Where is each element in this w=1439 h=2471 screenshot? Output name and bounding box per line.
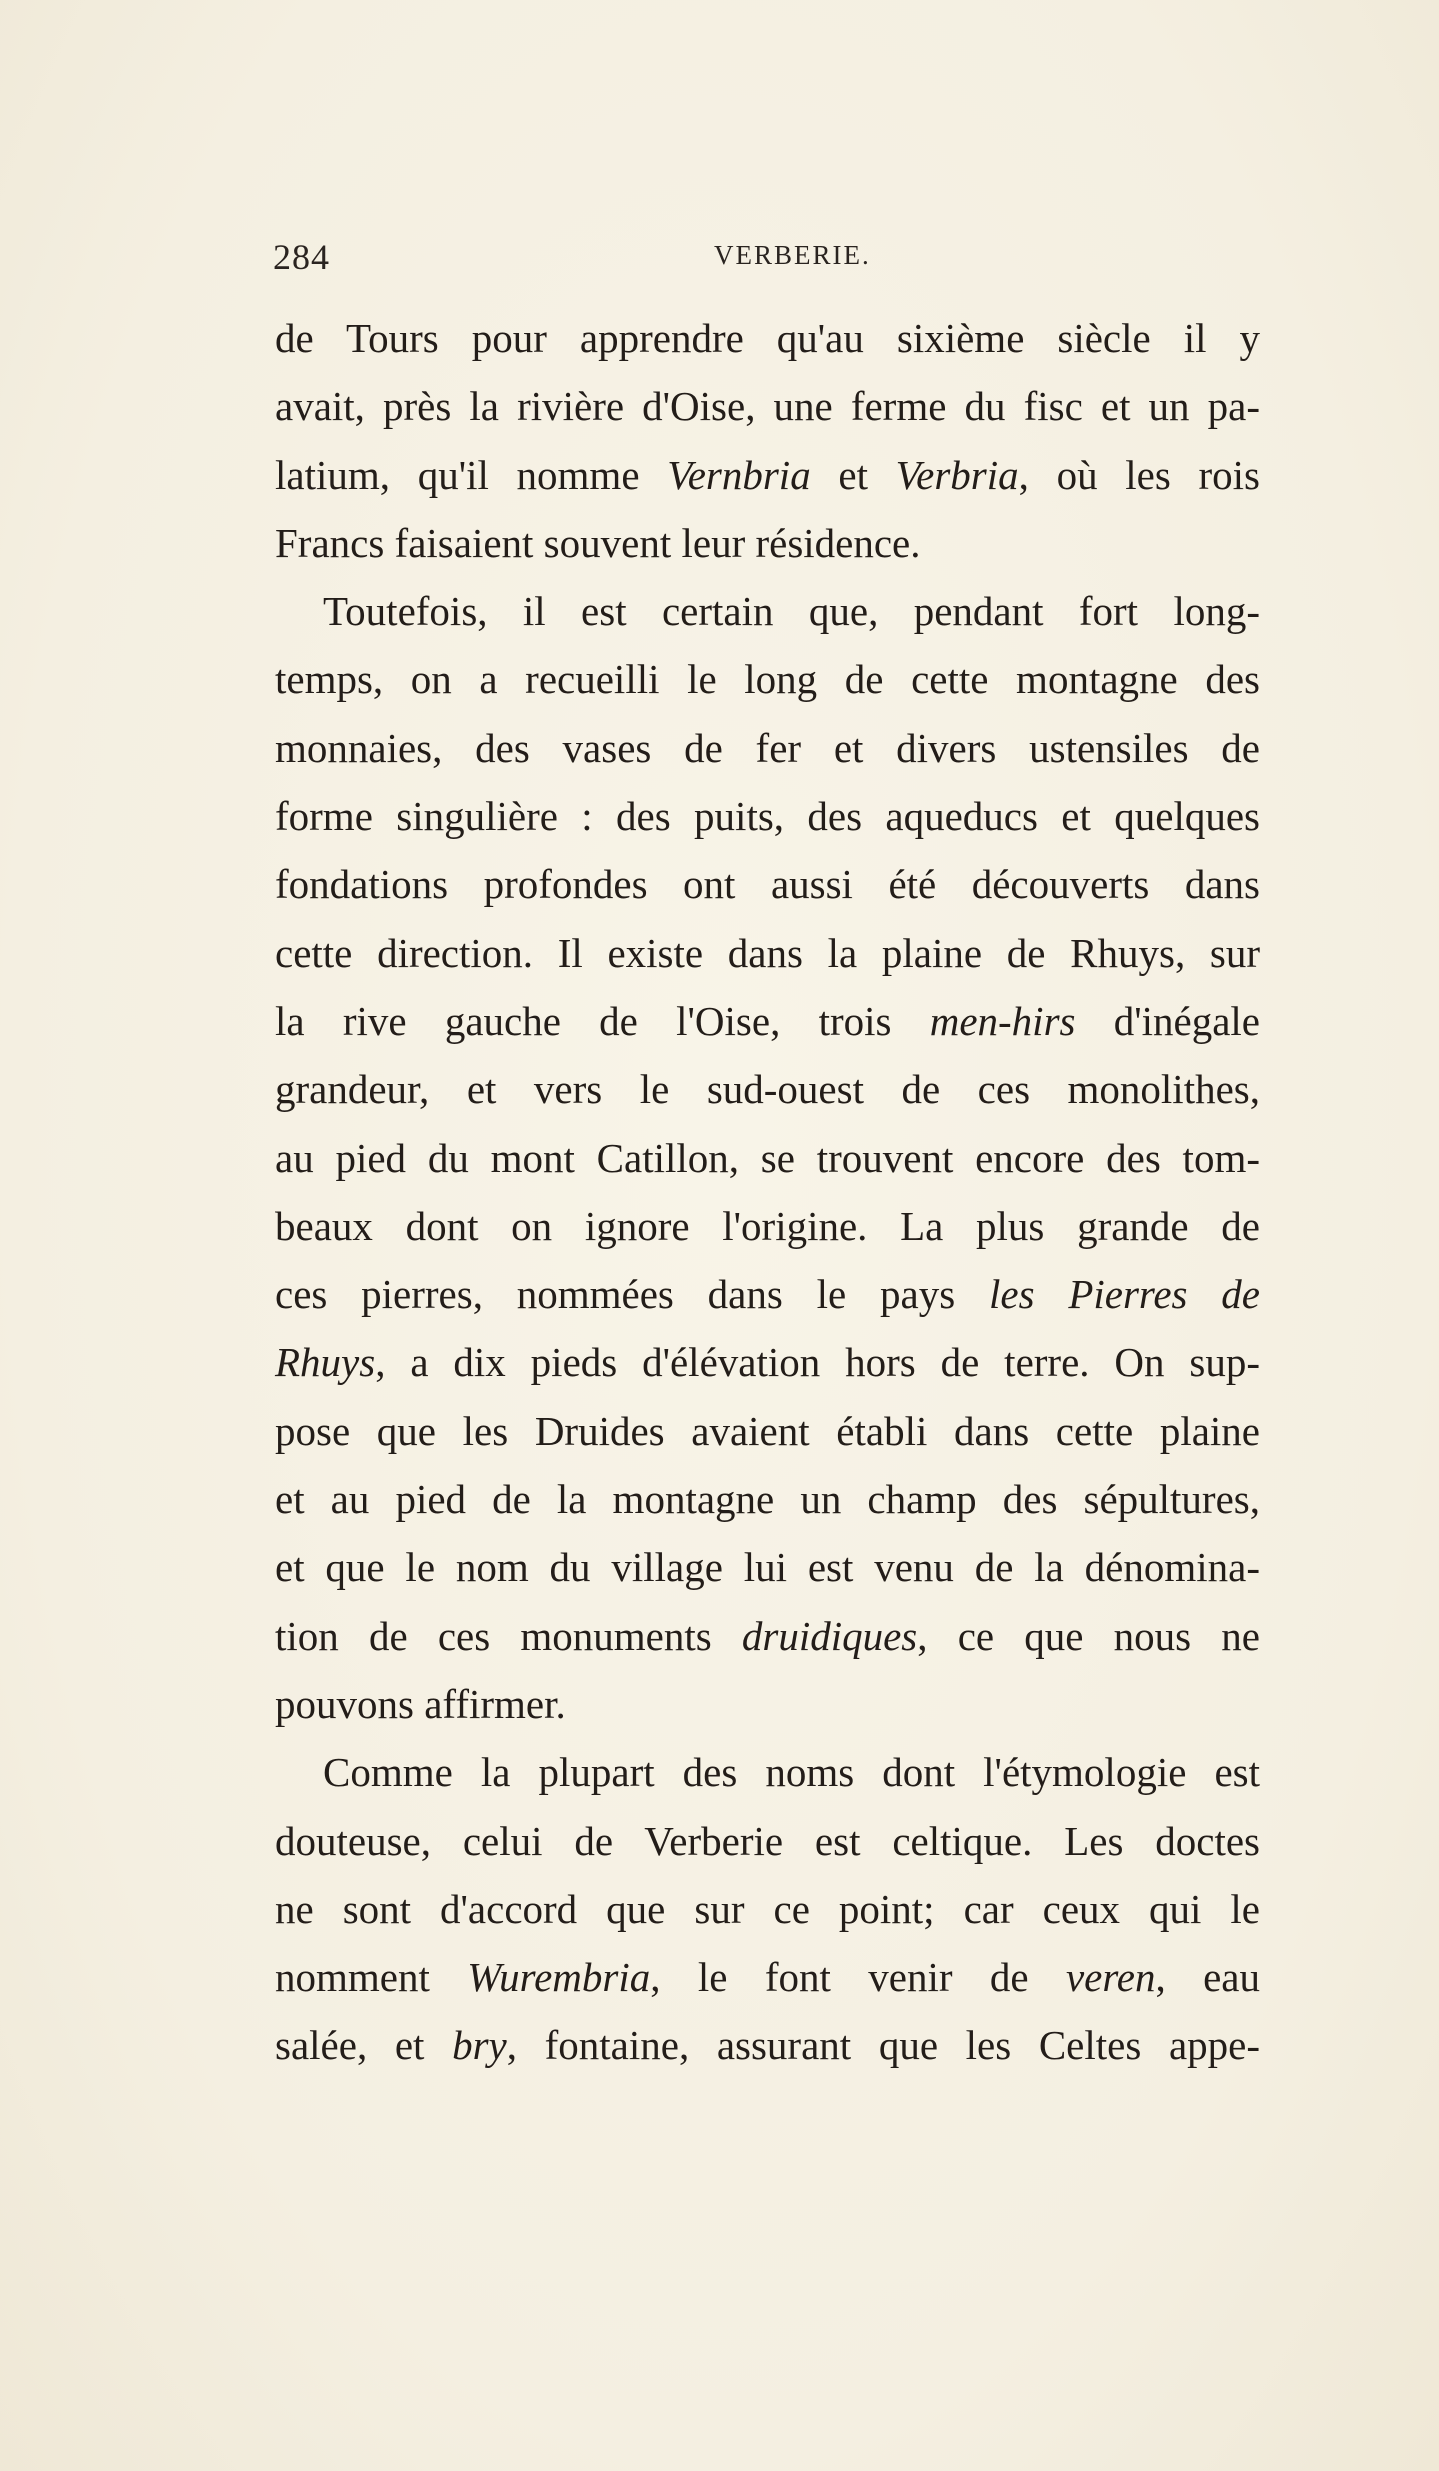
text-line: salée, et bry, fontaine, assurant que les Celtes appe- <box>275 2022 1261 2069</box>
text-line: avait, près la rivière d'Oise, une ferme du fisc et un pa- <box>275 383 1260 430</box>
running-head: VERBERIE. <box>714 240 871 270</box>
italic-term: bry <box>452 2022 507 2069</box>
text-line: pose que les Druides avaient établi dans cette plaine <box>275 1407 1260 1454</box>
italic-term: Rhuys <box>275 1339 376 1386</box>
text-line: tion de ces monuments druidiques, ce que nous ne <box>275 1612 1260 1659</box>
text-line: forme singulière : des puits, des aqueducs et quelques <box>275 793 1260 840</box>
page-number: 284 <box>273 237 330 277</box>
text-line: monnaies, des vases de fer et divers ustensiles de <box>275 724 1260 771</box>
text-line: beaux dont on ignore l'origine. La plus grande de <box>275 1202 1260 1249</box>
paragraph-3 <box>275 1738 1260 2079</box>
text-line: ne sont d'accord que sur ce point; car ceux qui le <box>275 1885 1260 1932</box>
text-line: et que le nom du village lui est venu de la dénomina- <box>275 1544 1260 1591</box>
paragraph-2 <box>275 577 1260 1738</box>
text-line: de Tours pour apprendre qu'au sixième siècle il y <box>275 315 1260 361</box>
text-line: et au pied de la montagne un champ des sépultures, <box>275 1476 1260 1523</box>
italic-term: Vernbria <box>667 451 811 498</box>
text-line: cette direction. Il existe dans la plaine de Rhuys, sur <box>275 929 1260 976</box>
text-line: latium, qu'il nomme Vernbria et Verbria, où les rois <box>275 451 1260 498</box>
body-text <box>275 304 1260 2080</box>
text-line: pouvons affirmer. <box>275 1680 566 1727</box>
text-line: Francs faisaient souvent leur résidence. <box>275 519 921 566</box>
text-line: au pied du mont Catillon, se trouvent encore des tom- <box>275 1134 1260 1181</box>
text-line: la rive gauche de l'Oise, trois men-hirs d'inégale <box>275 997 1260 1044</box>
text-line: fondations profondes ont aussi été découverts dans <box>275 861 1260 908</box>
italic-term: Verbria <box>895 451 1019 498</box>
italic-term: men-hirs <box>929 997 1076 1044</box>
text-line: nomment Wurembria, le font venir de veren, eau <box>275 1954 1260 2001</box>
paragraph-1 <box>275 304 1260 577</box>
text-line: temps, on a recueilli le long de cette montagne des <box>275 656 1260 703</box>
text-line: grandeur, et vers le sud-ouest de ces monolithes, <box>275 1066 1260 1113</box>
text-line: Rhuys, a dix pieds d'élévation hors de terre. On sup- <box>275 1339 1260 1386</box>
text-line: Toutefois, il est certain que, pendant fort long- <box>323 588 1260 635</box>
italic-term: les Pierres de <box>988 1271 1261 1318</box>
text-line: douteuse, celui de Verberie est celtique. Les doctes <box>275 1817 1260 1864</box>
text-line: ces pierres, nommées dans le pays les Pierres de <box>275 1271 1261 1318</box>
italic-term: druidiques <box>741 1612 918 1659</box>
italic-term: veren <box>1065 1954 1156 2001</box>
italic-term: Wurembria <box>467 1954 651 2001</box>
text-line: Comme la plupart des noms dont l'étymologie est <box>323 1749 1260 1796</box>
page-header <box>273 236 1258 286</box>
